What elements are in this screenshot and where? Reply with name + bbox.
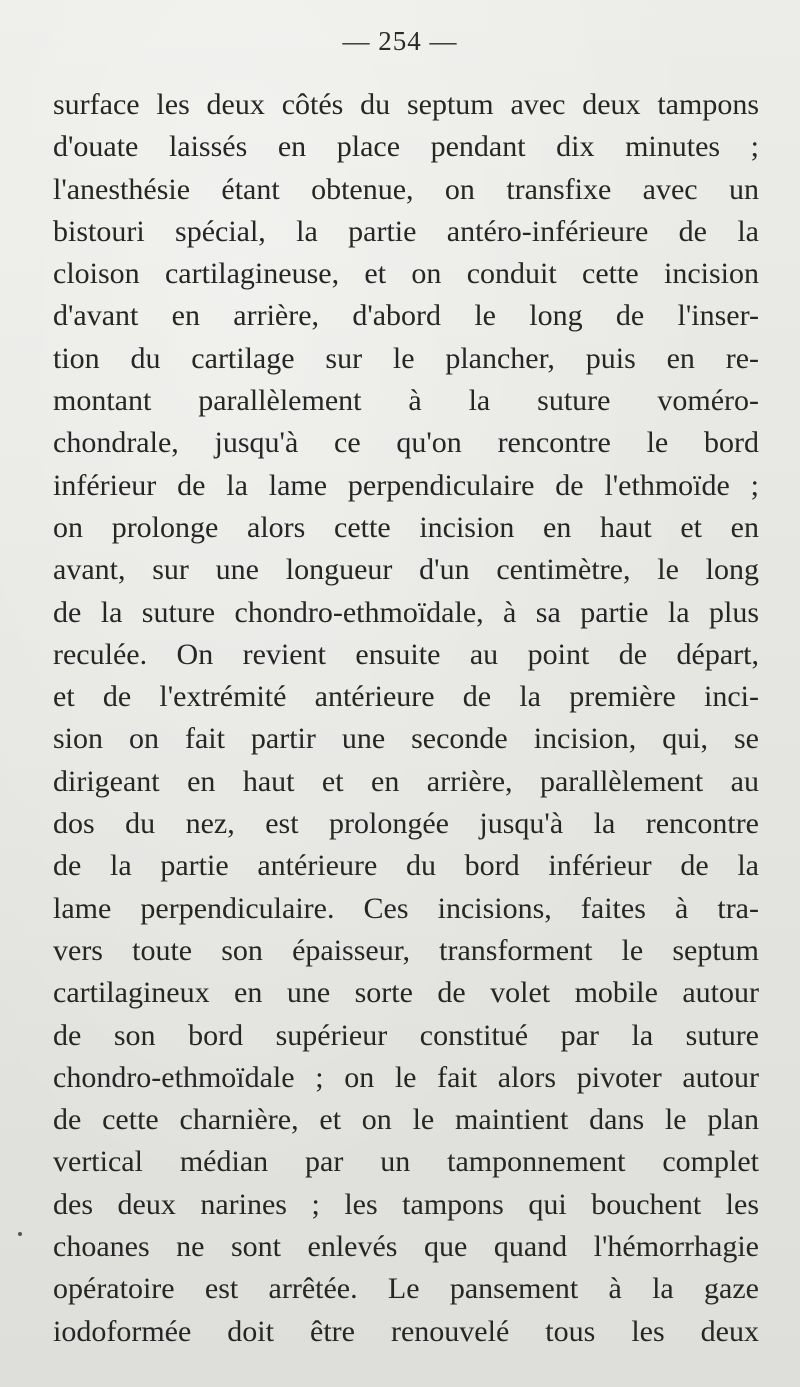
text-line: de la suture chondro-ethmoïdale, à sa partie la plus xyxy=(53,595,759,629)
text-line: et de l'extrémité antérieure de la première inci- xyxy=(53,680,759,714)
text-line: tion du cartilage sur le plancher, puis en re- xyxy=(53,341,759,375)
text-line: de cette charnière, et on le maintient dans le plan xyxy=(53,1103,759,1137)
text-line: de la partie antérieure du bord inférieur de la xyxy=(53,849,759,883)
text-line: surface les deux côtés du septum avec deux tampons xyxy=(53,88,759,121)
text-line: lame perpendiculaire. Ces incisions, faites à tra- xyxy=(53,891,759,925)
text-line: inférieur de la lame perpendiculaire de l'ethmoïde ; xyxy=(53,468,759,502)
text-line: dirigeant en haut et en arrière, parallèlement au xyxy=(53,764,759,798)
text-line: vertical médian par un tamponnement complet xyxy=(53,1145,759,1179)
text-line: reculée. On revient ensuite au point de départ, xyxy=(53,637,759,671)
text-line: cartilagineux en une sorte de volet mobile autour xyxy=(53,976,759,1010)
text-line: d'ouate laissés en place pendant dix minutes ; xyxy=(53,130,759,164)
text-line: opératoire est arrêtée. Le pansement à la gaze xyxy=(53,1272,759,1306)
text-line: chondrale, jusqu'à ce qu'on rencontre le bord xyxy=(53,426,759,460)
text-line: sion on fait partir une seconde incision, qui, se xyxy=(53,722,759,756)
text-line: vers toute son épaisseur, transforment le septum xyxy=(53,933,759,967)
text-line: choanes ne sont enlevés que quand l'hémorrhagie xyxy=(53,1230,759,1264)
text-line: chondro-ethmoïdale ; on le fait alors pivoter autour xyxy=(53,1060,759,1094)
text-line: dos du nez, est prolongée jusqu'à la rencontre xyxy=(53,807,759,841)
ink-speck xyxy=(18,1232,22,1236)
text-line: de son bord supérieur constitué par la suture xyxy=(53,1018,759,1052)
text-line: iodoformée doit être renouvelé tous les deux xyxy=(53,1314,759,1348)
text-line: des deux narines ; les tampons qui bouchent les xyxy=(53,1187,759,1221)
text-line: avant, sur une longueur d'un centimètre, le long xyxy=(53,553,759,587)
body-paragraph xyxy=(53,84,759,1353)
text-line: cloison cartilagineuse, et on conduit cette incision xyxy=(53,257,759,291)
text-line: on prolonge alors cette incision en haut et en xyxy=(53,510,759,544)
page-number: — 254 — xyxy=(342,26,458,56)
text-line: d'avant en arrière, d'abord le long de l'inser- xyxy=(53,299,759,333)
text-line: montant parallèlement à la suture voméro- xyxy=(53,384,759,418)
text-line: bistouri spécial, la partie antéro-inférieure de la xyxy=(53,214,759,248)
text-line: l'anesthésie étant obtenue, on transfixe avec un xyxy=(53,172,759,206)
